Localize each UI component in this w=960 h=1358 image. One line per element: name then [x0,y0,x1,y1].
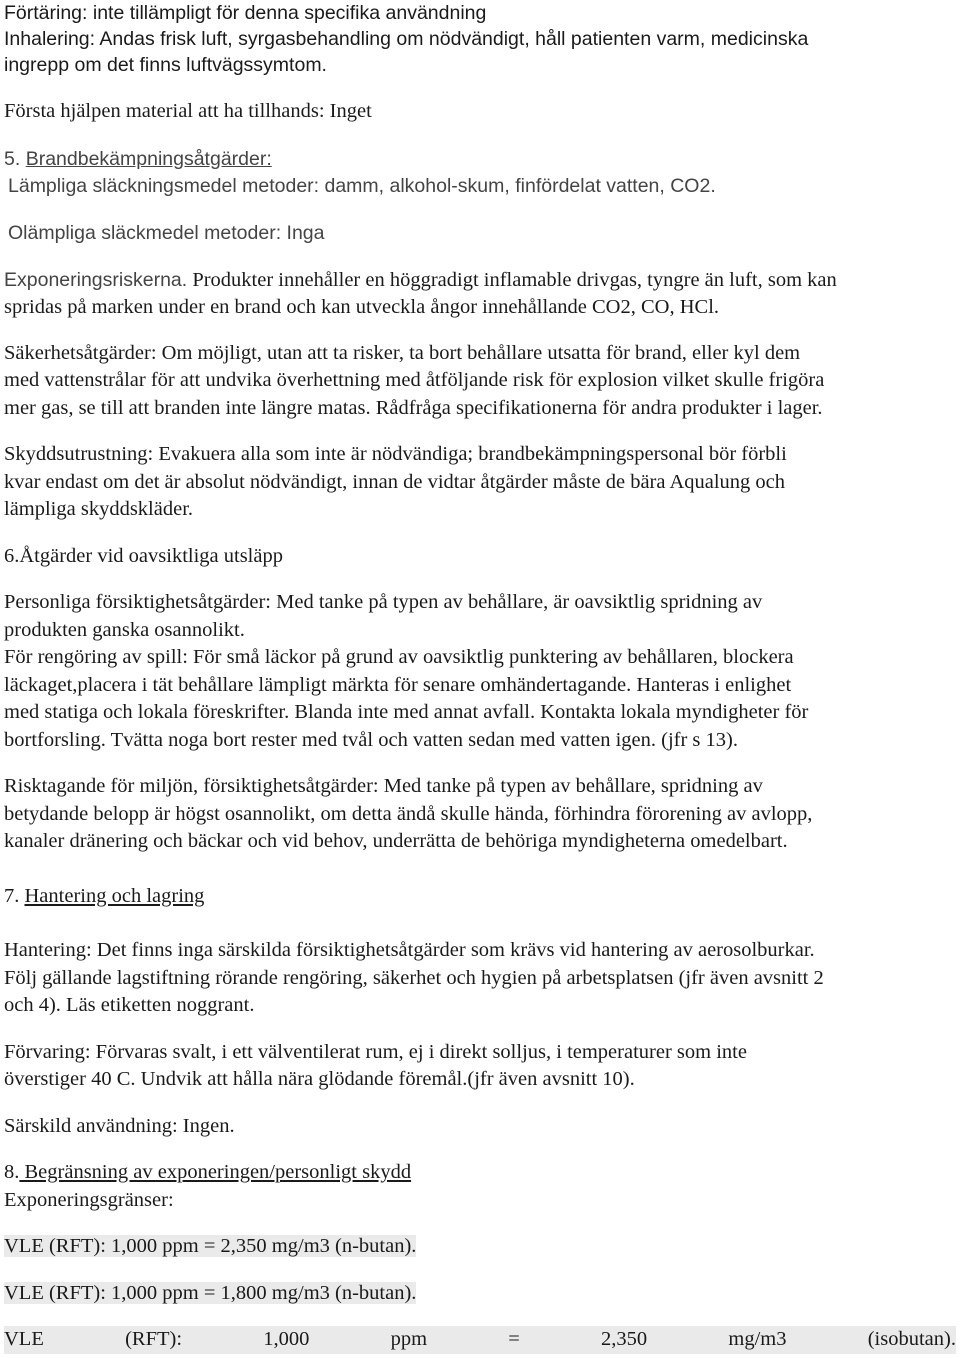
paragraph-hantering [4,937,956,1020]
risktagande-line-3: kanaler dränering och bäckar och vid behov, underrätta de behöriga myndigheterna omedelbart. [4,830,788,852]
rengoring-line-4: bortforsling. Tvätta noga bort rester med tvål och vatten sedan med vatten igen. (jfr s 13). [4,728,738,751]
section-7-heading [4,883,956,911]
paragraph-exponeringsriskerna [4,267,956,322]
vle-3-word: ppm [390,1328,428,1350]
paragraph-risktagande [4,773,956,856]
paragraph-rengoring [4,644,956,754]
exponeringsriskerna-label: Exponeringsriskerna. [4,268,188,291]
vle-line-3 [4,1326,956,1354]
paragraph-lampliga: Lämpliga släckningsmedel metoder: damm, alkohol-skum, finfördelat vatten, CO2. [8,174,716,197]
exponeringsriskerna-line-1: Produkter innehåller en höggradigt inflamable drivgas, tyngre än luft, som kan [187,268,837,291]
section-5 [4,146,956,247]
sakerhetsatgarder-line-1: Säkerhetsåtgärder: Om möjligt, utan att ta risker, ta bort behållare utsatta för brand, eller kyl dem [4,341,801,364]
personliga-line-1: Personliga försiktighetsåtgärder: Med tanke på typen av behållare, är oavsiktlig spridning av [4,591,763,613]
paragraph-fortaring: Förtäring: inte tillämpligt för denna specifika användning [4,2,487,24]
forvaring-line-1: Förvaring: Förvaras svalt, i ett välventilerat rum, ej i direkt solljus, i temperaturer som inte [4,1040,747,1063]
vle-3-word: 1,000 [263,1328,310,1350]
sakerhetsatgarder-line-3: mer gas, se till att branden inte längre matas. Rådfråga specifikationerna för andra produkter i lager. [4,396,823,419]
vle-3-word: = [508,1328,520,1350]
section-7-title: Hantering och lagring [24,884,205,907]
skyddsutrustning-line-2: kvar endast om det är absolut nödvändigt, innan de vidtar åtgärder måste de bära Aqualung och [4,470,786,493]
rengoring-line-1: För rengöring av spill: För små läckor på grund av oavsiktlig punktering av behållaren, blockera [4,646,794,668]
section-4-tail [4,0,956,78]
paragraph-inhalering-line-1: Inhalering: Andas frisk luft, syrgasbehandling om nödvändigt, håll patienten varm, medicinska [4,28,809,50]
section-5-heading [4,146,956,173]
paragraph-personliga [4,589,956,644]
section-7-number: 7. [4,884,25,907]
section-5-number: 5. [4,147,26,170]
sakerhetsatgarder-line-2: med vattenstrålar för att undvika överhettning med åtföljande risk för explosion vilket skulle frigöra [4,369,825,391]
risktagande-line-2: betydande belopp är högst osannolikt, om detta ändå skulle hända, förhindra förorening av avlopp, [4,802,813,825]
hantering-line-3: och 4). Läs etiketten noggrant. [4,994,255,1016]
rengoring-line-3: med statiga och lokala föreskrifter. Blanda inte med annat avfall. Kontakta lokala myndigheter för [4,701,809,723]
vle-3-word: 2,350 [601,1328,648,1350]
vle-line-1: VLE (RFT): 1,000 ppm = 2,350 mg/m3 (n-butan). [4,1235,417,1257]
section-8-number: 8. [4,1161,20,1183]
risktagande-line-1: Risktagande för miljön, försiktighetsåtgärder: Med tanke på typen av behållare, spridning av [4,775,763,797]
hantering-line-1: Hantering: Det finns inga särskilda försiktighetsåtgärder som krävs vid hantering av aerosolburkar. [4,939,815,961]
vle-3-word: (RFT): [125,1328,183,1350]
rengoring-line-2: läckaget,placera i tät behållare lämpligt märkta för senare omhändertagande. Hanteras i enlighet [4,673,792,696]
paragraph-exponeringsgranser: Exponeringsgränser: [4,1188,174,1211]
vle-3-word: mg/m3 [728,1328,787,1350]
section-8-heading [4,1159,956,1187]
section-8-title: Begränsning av exponeringen/personligt skydd [19,1161,412,1183]
exponeringsriskerna-line-2: spridas på marken under en brand och kan utveckla ångor innehållande CO2, CO, HCl. [4,296,720,318]
vle-3-word: VLE [4,1328,44,1350]
paragraph-olampliga: Olämpliga släckmedel metoder: Inga [8,221,325,244]
hantering-line-2: Följ gällande lagstiftning rörande rengöring, säkerhet och hygien på arbetsplatsen (jfr även avsnitt 2 [4,966,824,989]
vle-line-2: VLE (RFT): 1,000 ppm = 1,800 mg/m3 (n-butan). [4,1281,417,1304]
paragraph-sarskild: Särskild användning: Ingen. [4,1114,235,1137]
vle-3-word: (isobutan). [867,1328,956,1350]
personliga-line-2: produkten ganska osannolikt. [4,618,245,641]
forvaring-line-2: överstiger 40 C. Undvik att hålla nära glödande föremål.(jfr även avsnitt 10). [4,1068,635,1090]
paragraph-sakerhetsatgarder [4,340,956,423]
skyddsutrustning-line-1: Skyddsutrustning: Evakuera alla som inte är nödvändiga; brandbekämpningspersonal bör förbli [4,443,787,465]
section-6-heading: 6.Åtgärder vid oavsiktliga utsläpp [4,544,283,567]
paragraph-forvaring [4,1039,956,1094]
paragraph-skyddsutrustning [4,441,956,524]
section-5-title: Brandbekämpningsåtgärder: [25,147,272,170]
skyddsutrustning-line-3: lämpliga skyddskläder. [4,498,194,520]
paragraph-inhalering-line-2: ingrepp om det finns luftvägssymtom. [4,54,327,76]
paragraph-forsta-hjalpen: Första hjälpen material att ha tillhands: Inget [4,100,372,122]
